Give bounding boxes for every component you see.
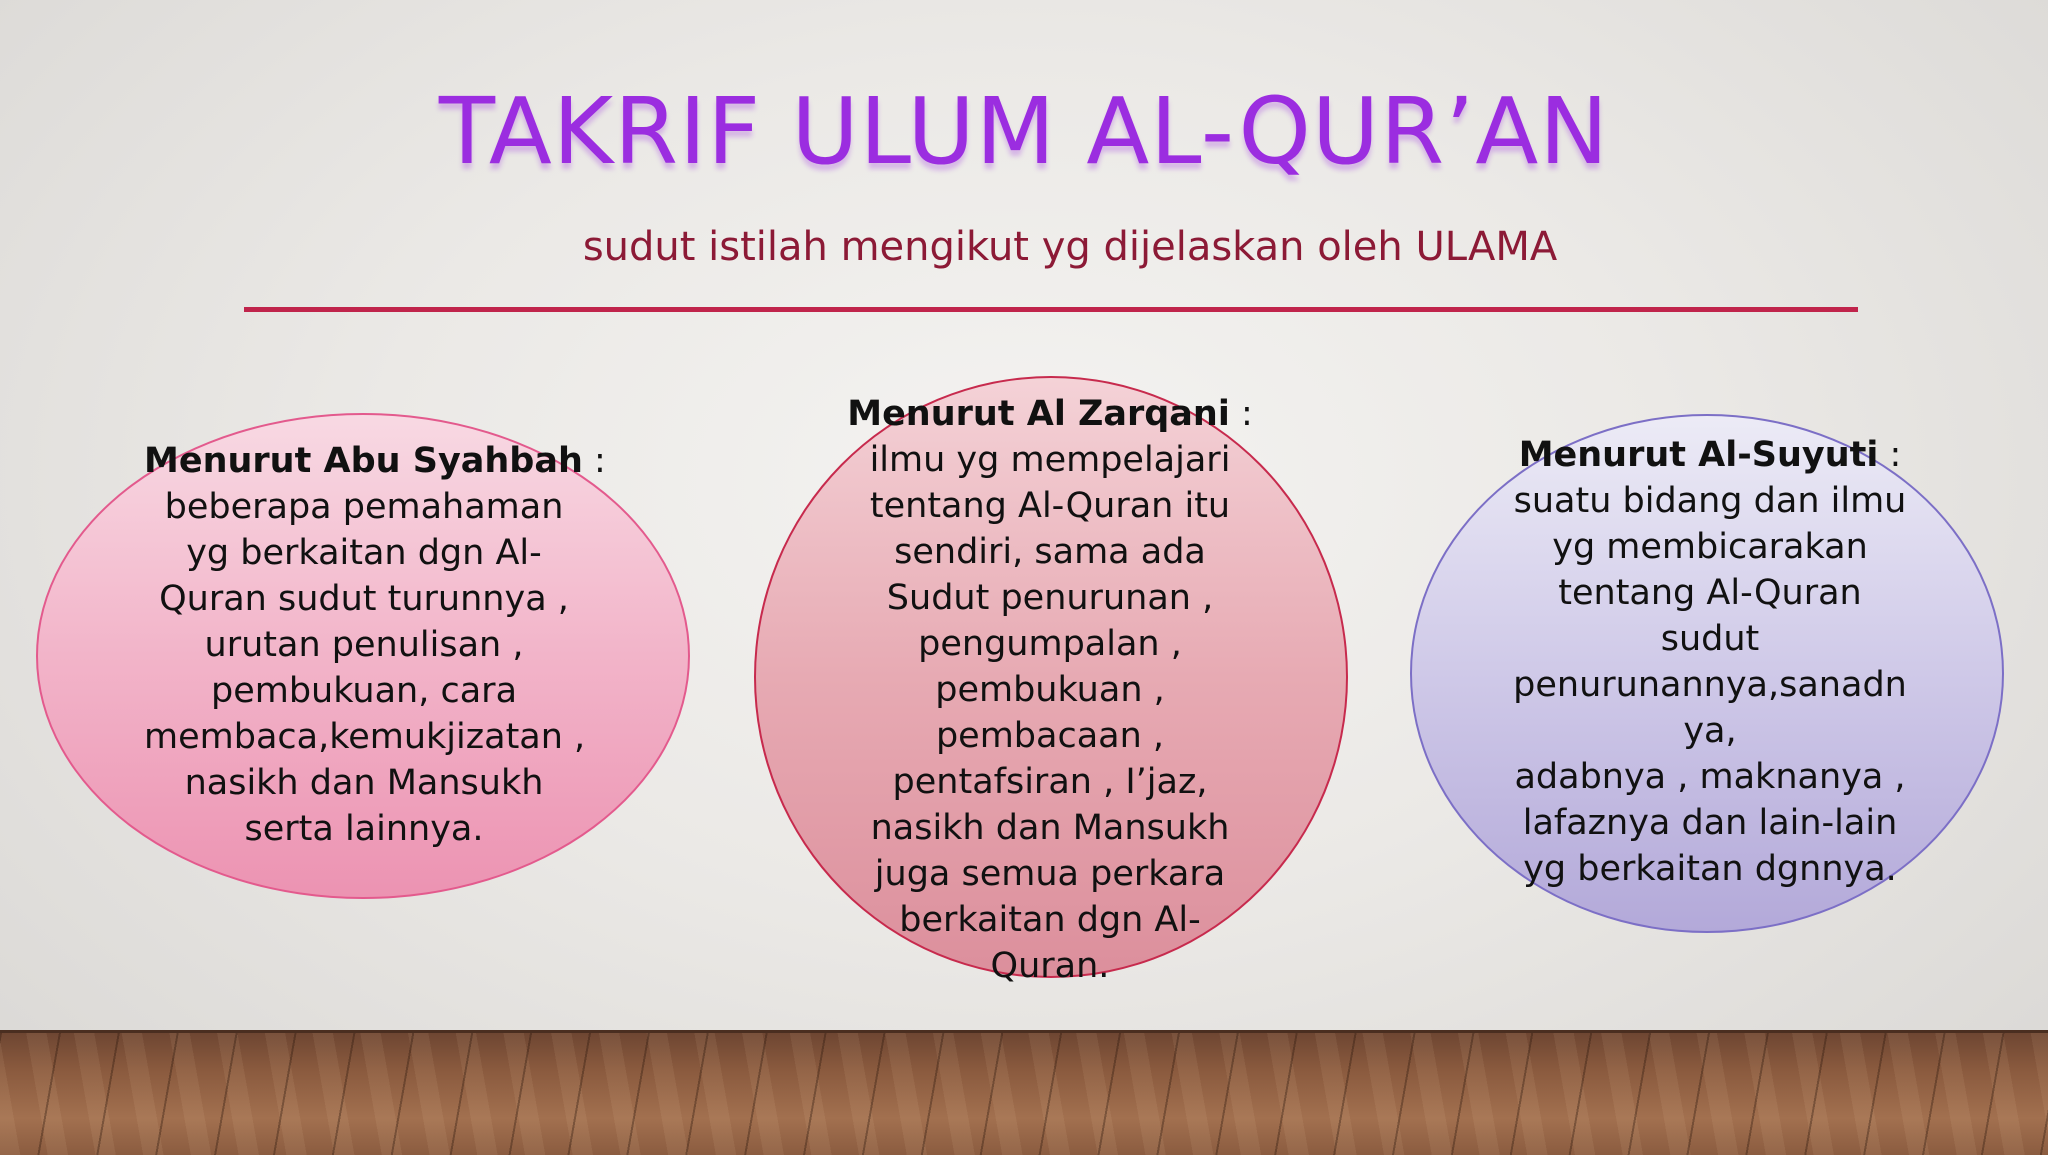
definition-heading: Menurut Al-Suyuti: [1518, 435, 1879, 475]
definition-line: sudut: [1660, 619, 1760, 659]
definition-line: nasikh dan Mansukh: [870, 808, 1230, 848]
definition-heading-line: [144, 438, 606, 484]
definition-line: serta lainnya.: [244, 809, 484, 849]
definition-heading-line: [1500, 432, 1920, 478]
definition-line: adabnya , maknanya ,: [1514, 757, 1906, 797]
definition-heading-line: [840, 391, 1260, 437]
definition-line: pentafsiran , I’jaz,: [892, 762, 1208, 802]
definition-line: urutan penulisan ,: [204, 625, 524, 665]
definition-al-suyuti: [1500, 432, 1920, 892]
definition-heading: Menurut Al Zarqani: [847, 394, 1230, 434]
definition-line: lafaznya dan lain-lain: [1522, 803, 1898, 843]
definition-line: nasikh dan Mansukh: [184, 763, 544, 803]
definition-al-zarqani: [840, 391, 1260, 989]
definition-abu-syahbah: [144, 438, 606, 852]
definition-line: membaca,kemukjizatan ,: [144, 717, 586, 757]
definition-line: yg membicarakan: [1552, 527, 1868, 567]
definition-line: beberapa pemahaman: [164, 487, 564, 527]
definition-line: yg berkaitan dgnnya.: [1523, 849, 1897, 889]
definition-heading-suffix: :: [1878, 435, 1902, 475]
definition-line: tentang Al-Quran: [1558, 573, 1862, 613]
definition-line: pembukuan ,: [935, 670, 1165, 710]
definition-heading-suffix: :: [1229, 394, 1253, 434]
definition-heading-suffix: :: [582, 441, 606, 481]
definition-line: Quran sudut turunnya ,: [159, 579, 569, 619]
definition-line: pembukuan, cara: [210, 671, 518, 711]
definition-line: sendiri, sama ada: [894, 532, 1206, 572]
wooden-floor: [0, 1030, 2048, 1155]
definition-line: tentang Al-Quran itu: [869, 486, 1231, 526]
definition-line: yg berkaitan dgn Al-: [186, 533, 542, 573]
definition-line: penurunannya,sanadn: [1513, 665, 1907, 705]
definition-line: suatu bidang dan ilmu: [1513, 481, 1907, 521]
definition-line: juga semua perkara: [874, 854, 1226, 894]
definition-line: Quran.: [990, 946, 1110, 986]
definition-line: berkaitan dgn Al-: [899, 900, 1201, 940]
slide-title: TAKRIF ULUM AL-QUR’AN: [438, 78, 1610, 185]
definition-heading: Menurut Abu Syahbah: [144, 441, 583, 481]
definition-line: ya,: [1683, 711, 1737, 751]
definition-line: Sudut penurunan ,: [886, 578, 1214, 618]
definition-line: ilmu yg mempelajari: [869, 440, 1231, 480]
definition-line: pembacaan ,: [935, 716, 1165, 756]
slide-subtitle: sudut istilah mengikut yg dijelaskan oleh ULAMA: [582, 224, 1558, 270]
title-divider: [244, 307, 1858, 312]
definition-line: pengumpalan ,: [918, 624, 1182, 664]
